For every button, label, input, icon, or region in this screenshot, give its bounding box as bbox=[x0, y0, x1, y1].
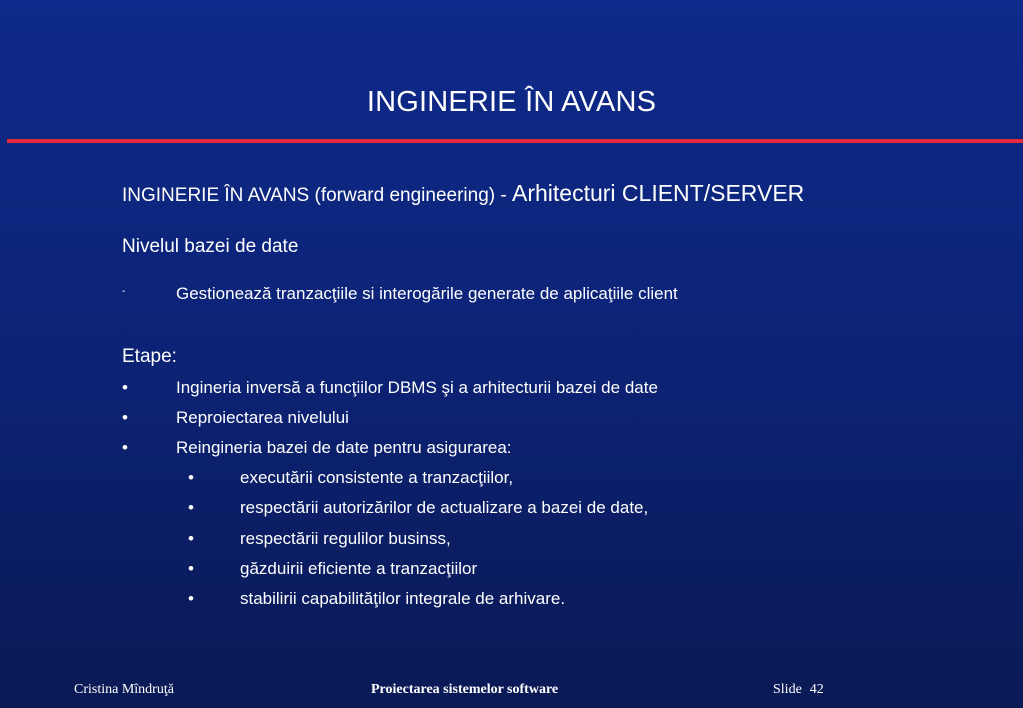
sub-bullet-text: găzduirii eficiente a tranzacţiilor bbox=[240, 559, 478, 578]
bullet-marker: • bbox=[122, 408, 128, 427]
slide-label: Slide bbox=[773, 682, 802, 697]
bullet-text: Ingineria inversă a funcţiilor DBMS şi a arhitecturii bazei de date bbox=[176, 378, 658, 397]
sub-bullet-item bbox=[188, 589, 948, 613]
level-heading: Nivelul bazei de date bbox=[122, 236, 299, 257]
footer-course-title: Proiectarea sistemelor software bbox=[371, 682, 559, 697]
sub-bullet-marker: • bbox=[188, 529, 194, 548]
subtitle bbox=[122, 180, 804, 207]
sub-bullet-marker: • bbox=[188, 589, 194, 608]
bullet-item bbox=[122, 408, 922, 432]
bullet-item bbox=[122, 438, 922, 462]
footer-slide-number bbox=[773, 682, 824, 698]
sub-bullet-marker: • bbox=[188, 498, 194, 517]
sub-bullet-item bbox=[188, 468, 948, 492]
dash-marker: - bbox=[122, 286, 126, 297]
footer-author: Cristina Mîndruţă bbox=[74, 682, 174, 697]
dash-item-text: Gestionează tranzacţiile si interogările generate de aplicaţiile client bbox=[176, 284, 678, 303]
bullet-marker: • bbox=[122, 378, 128, 397]
sub-bullet-item bbox=[188, 529, 948, 553]
title-divider bbox=[7, 139, 1023, 143]
etape-heading: Etape: bbox=[122, 346, 177, 367]
dash-list-item bbox=[122, 284, 942, 308]
bullet-item bbox=[122, 378, 922, 402]
slide-title: INGINERIE ÎN AVANS bbox=[366, 86, 657, 118]
sub-bullet-text: stabilirii capabilităţilor integrale de arhivare. bbox=[240, 589, 566, 608]
bullet-marker: • bbox=[122, 438, 128, 457]
subtitle-prefix: INGINERIE ÎN AVANS (forward engineering) - bbox=[122, 185, 507, 206]
sub-bullet-item bbox=[188, 498, 948, 522]
sub-bullet-text: respectării autorizărilor de actualizare a bazei de date, bbox=[240, 498, 649, 517]
sub-bullet-marker: • bbox=[188, 468, 194, 487]
sub-bullet-marker: • bbox=[188, 559, 194, 578]
bullet-text: Reproiectarea nivelului bbox=[176, 408, 349, 427]
slide-number: 42 bbox=[809, 682, 824, 697]
sub-bullet-text: respectării regulilor businss, bbox=[240, 529, 451, 548]
sub-bullet-text: executării consistente a tranzacţiilor, bbox=[240, 468, 514, 487]
bullet-text: Reingineria bazei de date pentru asigurarea: bbox=[176, 438, 512, 457]
sub-bullet-item bbox=[188, 559, 948, 583]
subtitle-highlight: Arhitecturi CLIENT/SERVER bbox=[512, 180, 805, 206]
